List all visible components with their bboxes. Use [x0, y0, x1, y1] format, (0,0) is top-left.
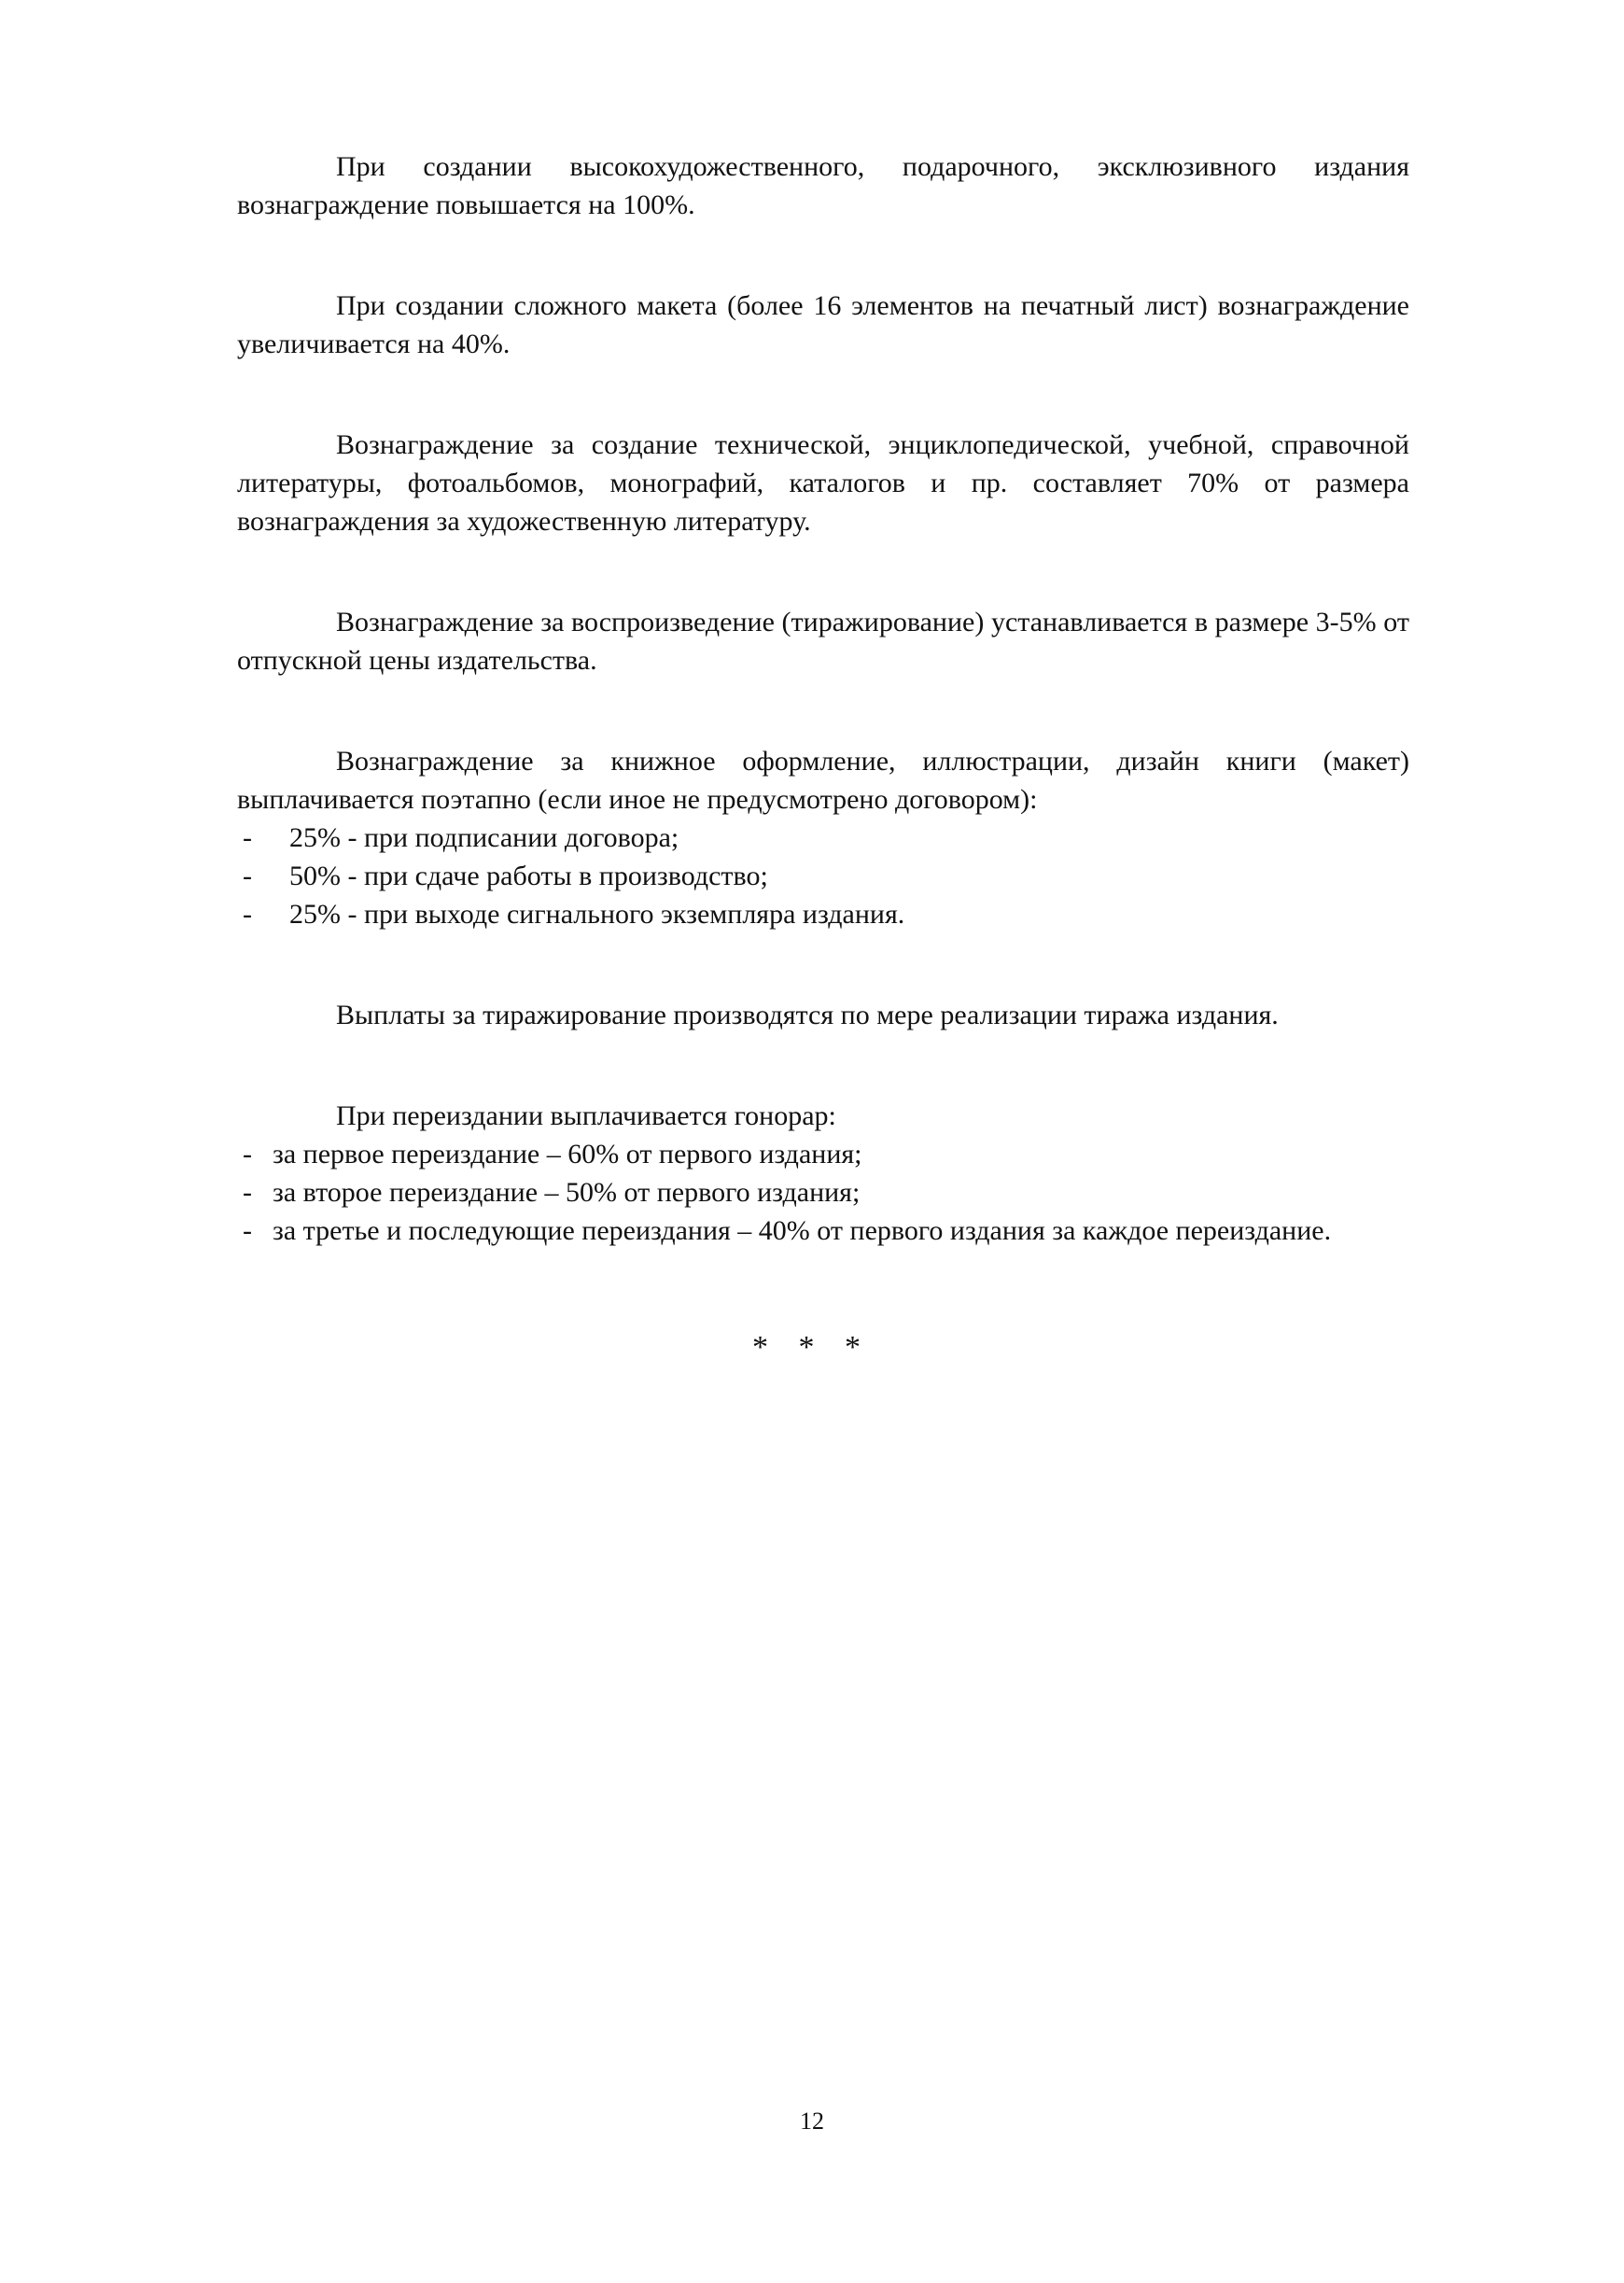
- list-item: - за третье и последующие переиздания – 40% от первого издания за каждое переиздание.: [237, 1212, 1409, 1250]
- page-content: [237, 147, 1409, 1312]
- payment-stages-list: [237, 819, 1409, 933]
- paragraph-luxury-edition: При создании высокохудожественного, подарочного, эксклюзивного издания вознаграждение повышается на 100%.: [237, 151, 1409, 220]
- list-item: - за второе переиздание – 50% от первого издания;: [237, 1173, 1409, 1212]
- paragraph-complex-layout: При создании сложного макета (более 16 элементов на печатный лист) вознаграждение увеличивается на 40%.: [237, 290, 1409, 359]
- paragraph-reissue: При переиздании выплачивается гонорар:: [336, 1100, 836, 1131]
- section-separator: * * *: [752, 1330, 872, 1365]
- paragraph-circulation-payments: Выплаты за тиражирование производятся по мере реализации тиража издания.: [336, 1000, 1279, 1030]
- reissue-fees-list: [237, 1135, 1409, 1250]
- list-item: - 25% - при выходе сигнального экземпляра издания.: [237, 895, 1409, 933]
- paragraph-technical-literature: Вознаграждение за создание технической, энциклопедической, учебной, справочной литературы, фотоальбомов, монографий, каталогов и пр. составляет 70% от размера вознаграждения за художественную литературу.: [237, 429, 1409, 537]
- page-number: 12: [800, 2108, 824, 2135]
- list-item: - 25% - при подписании договора;: [237, 819, 1409, 857]
- paragraph-design-payment: Вознаграждение за книжное оформление, иллюстрации, дизайн книги (макет) выплачивается поэтапно (если иное не предусмотрено договором):: [237, 746, 1409, 815]
- list-item: - 50% - при сдаче работы в производство;: [237, 857, 1409, 895]
- paragraph-reproduction: Вознаграждение за воспроизведение (тиражирование) устанавливается в размере 3-5% от отпускной цены издательства.: [237, 607, 1409, 676]
- list-item: - за первое переиздание – 60% от первого издания;: [237, 1135, 1409, 1173]
